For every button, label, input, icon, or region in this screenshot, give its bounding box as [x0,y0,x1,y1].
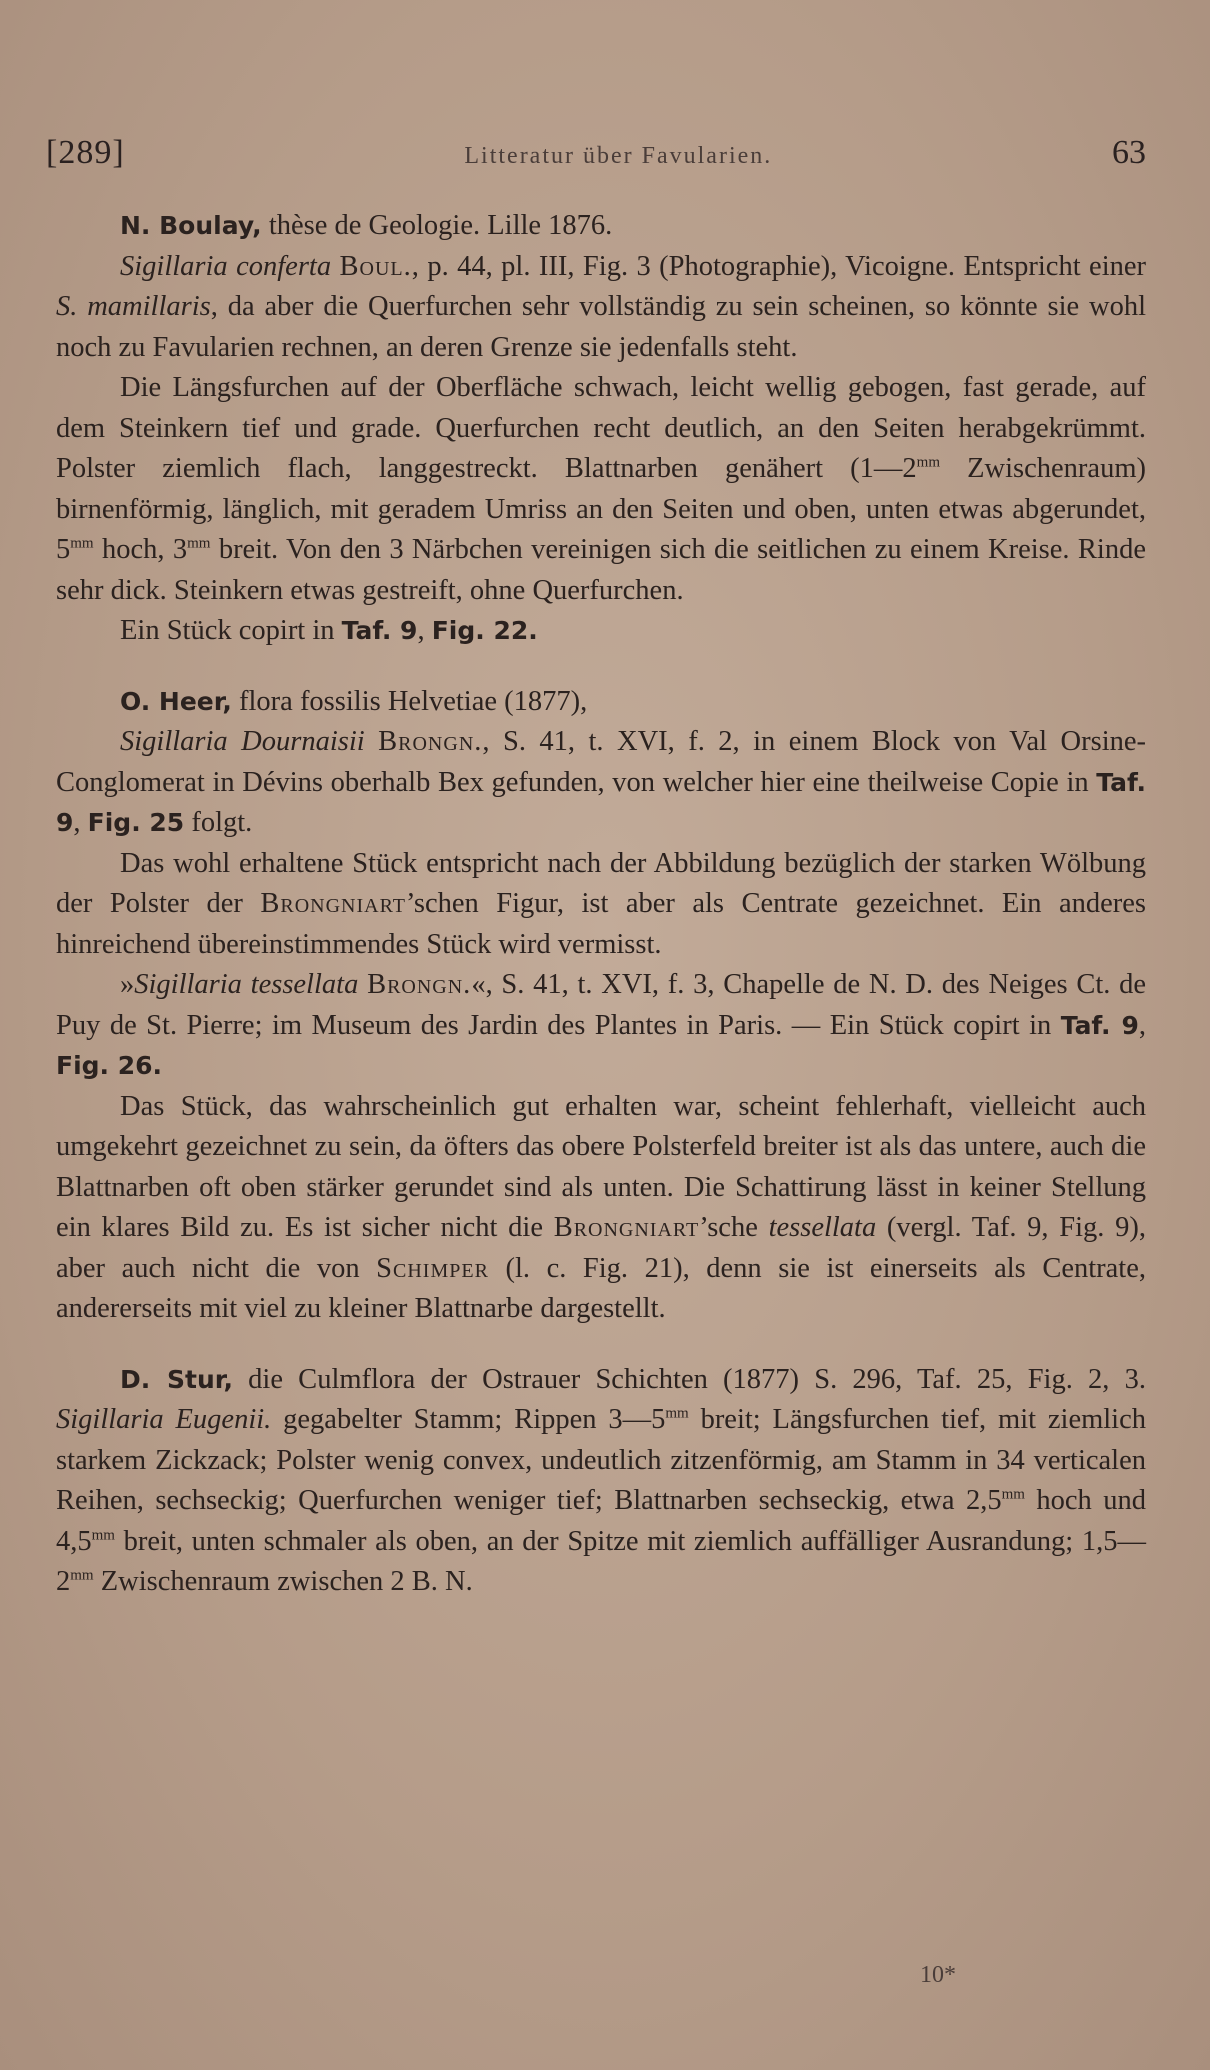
page-bracket-number: [289] [46,134,125,171]
species-name: Sigillaria tessellata [134,969,359,1000]
person-name: Brongniart [553,1212,700,1243]
author-name: O. Heer, [120,686,232,716]
person-name: Brongniart [260,888,406,919]
signature-mark: 10* [920,1962,956,1988]
paragraph-dournaisii: Sigillaria Dournaisii Brongn., S. 41, t. XVI, f. 2, in einem Block von Val Orsine-Conglomerat in Dévins oberhalb Bex gefunden, von welcher hier eine theilweise Copie in Taf. 9, Fig. 25 folgt. [56,726,1147,838]
paragraph-copy-note: Ein Stück copirt in Taf. 9, Fig. 22. [120,615,538,646]
paragraph-conferta: Sigillaria conferta Boul., p. 44, pl. III, Fig. 3 (Photographie), Vicoigne. Entspricht einer S. mamillaris, da aber die Querfurchen sehr vollständig zu sein scheinen, so könnte sie wohl noch zu Favularien rechnen, an deren Grenze sie jedenfalls steht. [56,250,1147,363]
plate-reference: Taf. 9 [56,767,1146,837]
paragraph-description: Die Längsfurchen auf der Oberfläche schwach, leicht wellig gebogen, fast gerade, auf dem Steinkern tief und grade. Querfurchen recht deutlich, an den Seiten herabgekrümmt. Polster ziemlich flach, langgestreckt. Blattnarben genähert ($1—2^{mm}$ Zwischenraum) birnenförmig, länglich, mit geradem Umriss an den Seiten und oben, unten etwas abgerundet, $5^{mm}$ hoch, $3^{mm}$ breit. Von den 3 Närbchen vereinigen sich die seitlichen zu einem Kreise. Rinde sehr dick. Steinkern etwas gestreift, ohne Querfurchen. [56,372,1146,606]
page-header [46,134,1146,172]
authority-name: Brongn. [378,726,483,757]
author-name: D. Stur, [120,1364,233,1394]
person-name: Schimper [376,1252,489,1284]
body-text [56,206,1146,1603]
paragraph-tessellata: »Sigillaria tessellata Brongn.«, S. 41, t. XVI, f. 3, Chapelle de N. D. des Neiges Ct. de Puy de St. Pierre; im Museum des Jardin des Plantes in Paris. — Ein Stück copirt in Taf. 9, Fig. 26. [56,969,1147,1080]
species-name: Sigillaria Dournaisii [120,726,365,757]
figure-reference: Fig. 25 [87,808,185,837]
figure-reference: Fig. 26. [56,1051,163,1080]
plate-reference: Taf. 9 [341,616,418,645]
author-name: N. Boulay, [120,211,262,240]
page-number: 63 [1112,134,1146,171]
species-name: Sigillaria Eugenii. [56,1404,272,1435]
paragraph-comparison: Das wohl erhaltene Stück entspricht nach der Abbildung bezüglich der starken Wölbung der Polster der Brongniart’schen Figur, ist aber als Centrate gezeichnet. Ein anderes hinreichend übereinstimmendes Stück wird vermisst. [56,847,1147,960]
authority-name: Boul. [339,250,412,282]
figure-reference: Fig. 22. [431,616,538,645]
paragraph-critique: Das Stück, das wahrscheinlich gut erhalten war, scheint fehlerhaft, vielleicht auch umgekehrt gezeichnet zu sein, da öfters das obere Polsterfeld breiter ist als das untere, auch die Blattnarben oft oben stärker gerundet sind als unten. Die Schattirung lässt in keiner Stellung ein klares Bild zu. Es ist sicher nicht die Brongniart’sche tessellata (vergl. Taf. 9, Fig. 9), aber auch nicht die von Schimper (l. c. Fig. 21), denn sie ist einerseits als Centrate, andererseits mit viel zu kleiner Blattnarbe dargestellt. [56,1090,1146,1324]
reference-boulay: N. Boulay, thèse de Geologie. Lille 1876. [120,210,613,241]
reference-heer: O. Heer, flora fossilis Helvetiae (1877), [120,685,588,717]
species-name: S. mamillaris [56,291,211,322]
reference-stur: D. Stur, die Culmflora der Ostrauer Schichten (1877) S. 296, Taf. 25, Fig. 2, 3. Sigillaria Eugenii. gegabelter Stamm; Rippen $3—5^{mm}$ breit; Längsfurchen tief, mit ziemlich starkem Zickzack; Polster wenig convex, undeutlich zitzenförmig, am Stamm in 34 verticalen Reihen, sechseckig; Querfurchen weniger tief; Blattnarben sechseckig, etwa $2,5^{mm}$ hoch und $4,5^{mm}$ breit, unten schmaler als oben, an der Spitze mit ziemlich auffälliger Ausrandung; $1,5—2^{mm}$ Zwischenraum zwischen 2 B. N. [56,1363,1147,1597]
plate-reference: Taf. 9 [1060,1010,1139,1040]
species-name: Sigillaria conferta [120,250,332,282]
running-title: Litteratur über Favularien. [464,143,773,169]
species-name: tessellata [768,1212,877,1243]
authority-name: Brongn. [367,969,472,1000]
